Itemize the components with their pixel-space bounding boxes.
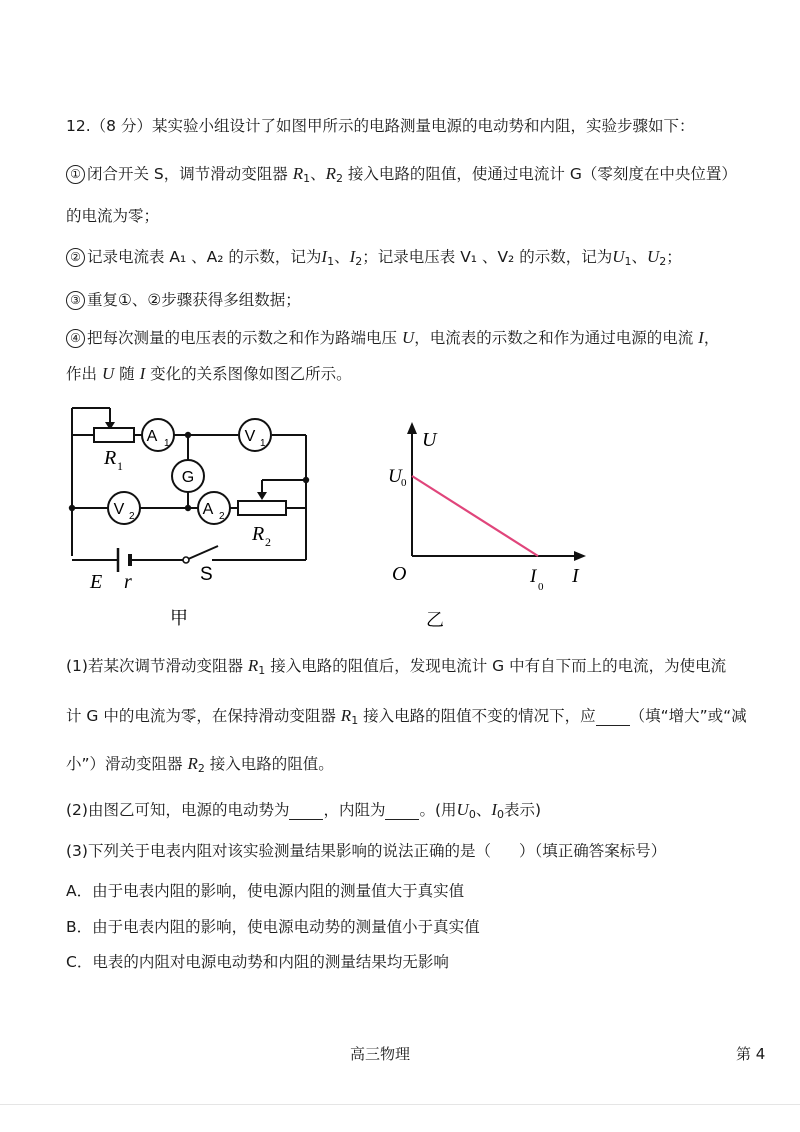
symbol-i2: I (349, 247, 356, 266)
question-1 (66, 654, 726, 677)
footer-subject: 高三物理 (350, 1045, 411, 1063)
question-number: 12. (66, 117, 91, 135)
q1-symbol-r1-b-sub: 1 (351, 714, 359, 727)
y-intercept-label: U (388, 466, 402, 487)
resistor-r2 (238, 501, 286, 515)
step-2 (66, 245, 682, 268)
q1-text-g: 接入电路的阻值。 (204, 755, 334, 773)
question-1-line-2 (66, 704, 747, 727)
symbol-u1-sub: 1 (624, 255, 632, 268)
step-1-text-b: 、 (310, 165, 326, 183)
step-2-text-d: 、 (631, 248, 647, 266)
x-axis-label: I (572, 565, 579, 587)
q1-symbol-r1-sub: 1 (258, 664, 266, 677)
step-1 (66, 162, 737, 185)
step-4-text-b: ，电流表的示数之和作为通过电源的电流 (414, 329, 699, 347)
q2-symbol-u0: U (456, 800, 469, 819)
step-2-text-a: 记录电流表 A₁ 、A₂ 的示数，记为 (87, 248, 322, 266)
symbol-i2-sub: 2 (355, 255, 363, 268)
symbol-i: I (698, 328, 704, 347)
option-b: B．由于电表内阻的影响，使电源电动势的测量值小于真实值 (66, 918, 480, 936)
q2-text-b: ，内阻为 (323, 801, 386, 819)
q1-text-e: （填“增大”或“减 (629, 707, 747, 725)
step-4-text-c: ， (703, 329, 720, 347)
q1-text-f: 小”）滑动变阻器 (66, 755, 188, 773)
step-1-continued (66, 204, 159, 226)
q1-symbol-r2: R (187, 754, 198, 773)
label-v1: V (244, 428, 256, 445)
label-g: G (181, 469, 195, 486)
label-a1-sub: 1 (164, 438, 170, 449)
symbol-u: U (401, 328, 415, 347)
caption-yi: 乙 (426, 610, 444, 630)
x-intercept-sub: 0 (538, 581, 544, 593)
q2-resistance-blank[interactable] (385, 801, 419, 820)
footer-page: 第 4 (736, 1045, 766, 1063)
step-2-marker: ② (66, 248, 85, 267)
step-4-text-a: 把每次测量的电压表的示数之和作为路端电压 (87, 329, 402, 347)
label-r-internal: r (124, 571, 132, 593)
x-axis-arrow (574, 551, 586, 561)
step-4-marker: ④ (66, 329, 85, 348)
y-axis-label: U (422, 429, 437, 451)
q1-symbol-r1-b: R (340, 706, 352, 725)
symbol-u1: U (612, 247, 625, 266)
q2-text-c: 。(用 (419, 801, 457, 819)
step-3-text: 重复①、②步骤获得多组数据； (87, 291, 301, 309)
u-i-line (412, 476, 538, 556)
label-v1-sub: 1 (260, 438, 266, 449)
q1-text-c: 计 G 中的电流为零，在保持滑动变阻器 (66, 707, 341, 725)
y-axis-arrow (407, 422, 417, 434)
q2-text-a: (2)由图乙可知，电源的电动势为 (66, 801, 290, 819)
label-r1-sub: 1 (117, 459, 123, 473)
q2-text-e: 表示) (504, 801, 542, 819)
question-2 (66, 798, 541, 821)
q3-text-a: (3)下列关于电表内阻对该实验测量结果影响的说法正确的是（ (66, 842, 491, 860)
q3-text-b: ）（填正确答案标号） (518, 842, 667, 860)
q1-symbol-r1: R (247, 656, 259, 675)
q2-symbol-i0: I (491, 800, 498, 819)
question-score: （8 分） (90, 117, 152, 135)
symbol-r1: R (292, 164, 304, 183)
question-stem: 某实验小组设计了如图甲所示的电路测量电源的电动势和内阻，实验步骤如下： (151, 117, 695, 135)
step-4-continued (66, 362, 352, 384)
y-intercept-sub: 0 (401, 477, 407, 489)
q2-symbol-u0-sub: 0 (468, 808, 476, 821)
label-a2: A (202, 501, 214, 518)
q1-text-d: 接入电路的阻值不变的情况下，应 (358, 707, 596, 725)
label-r1: R (104, 447, 117, 469)
u-i-graph (380, 420, 600, 630)
symbol-i1: I (321, 247, 328, 266)
option-a: A．由于电表内阻的影响，使电源内阻的测量值大于真实值 (66, 882, 465, 900)
step-3 (66, 288, 301, 310)
symbol-u-b: U (101, 364, 115, 383)
origin-label: O (392, 563, 407, 585)
symbol-i1-sub: 1 (327, 255, 335, 268)
q3-answer-space[interactable] (491, 842, 519, 860)
q1-answer-blank[interactable] (596, 707, 630, 726)
label-a2-sub: 2 (219, 511, 225, 522)
caption-jia: 甲 (170, 608, 188, 629)
step-3-marker: ③ (66, 291, 85, 310)
step-2-text-e: ； (666, 248, 682, 266)
step-1-text-d: 的电流为零； (66, 207, 160, 225)
q2-text-d: 、 (475, 801, 492, 819)
label-v2-sub: 2 (129, 511, 135, 522)
symbol-r2-sub: 2 (336, 172, 343, 185)
q1-text-b: 接入电路的阻值后，发现电流计 G 中有自下而上的电流，为使电流 (265, 657, 727, 675)
label-r2: R (252, 523, 265, 545)
question-header (66, 114, 694, 136)
step-1-text-c: 接入电路的阻值，使通过电流计 G（零刻度在中央位置） (343, 165, 737, 183)
label-e: E (90, 571, 103, 593)
step-4-text-e: 随 (114, 365, 140, 383)
q1-symbol-r2-sub: 2 (197, 762, 205, 775)
q2-symbol-i0-sub: 0 (497, 808, 505, 821)
question-1-line-3 (66, 752, 334, 775)
q1-text-a: (1)若某次调节滑动变阻器 (66, 657, 248, 675)
step-2-text-c: ；记录电压表 V₁ 、V₂ 的示数，记为 (362, 248, 613, 266)
symbol-r2: R (325, 164, 336, 183)
symbol-i-b: I (139, 364, 146, 383)
option-c: C．电表的内阻对电源电动势和内阻的测量结果均无影响 (66, 953, 449, 971)
step-4 (66, 326, 719, 348)
step-4-text-d: 作出 (66, 365, 102, 383)
label-v2: V (113, 501, 125, 518)
step-2-text-b: 、 (334, 248, 350, 266)
step-1-text-a: 闭合开关 S，调节滑动变阻器 (87, 165, 293, 183)
question-3 (66, 839, 666, 861)
symbol-u2: U (647, 247, 660, 266)
label-s: S (200, 564, 213, 585)
q2-emf-blank[interactable] (289, 801, 323, 820)
resistor-r1 (94, 428, 134, 442)
circuit-diagram (62, 398, 332, 630)
label-a1: A (146, 428, 158, 445)
step-4-text-f: 变化的关系图像如图乙所示。 (145, 365, 352, 383)
x-intercept-label: I (530, 566, 537, 587)
symbol-r1-sub: 1 (303, 172, 311, 185)
bottom-divider (0, 1104, 800, 1105)
step-1-marker: ① (66, 165, 85, 184)
symbol-u2-sub: 2 (659, 255, 667, 268)
label-r2-sub: 2 (265, 535, 271, 549)
